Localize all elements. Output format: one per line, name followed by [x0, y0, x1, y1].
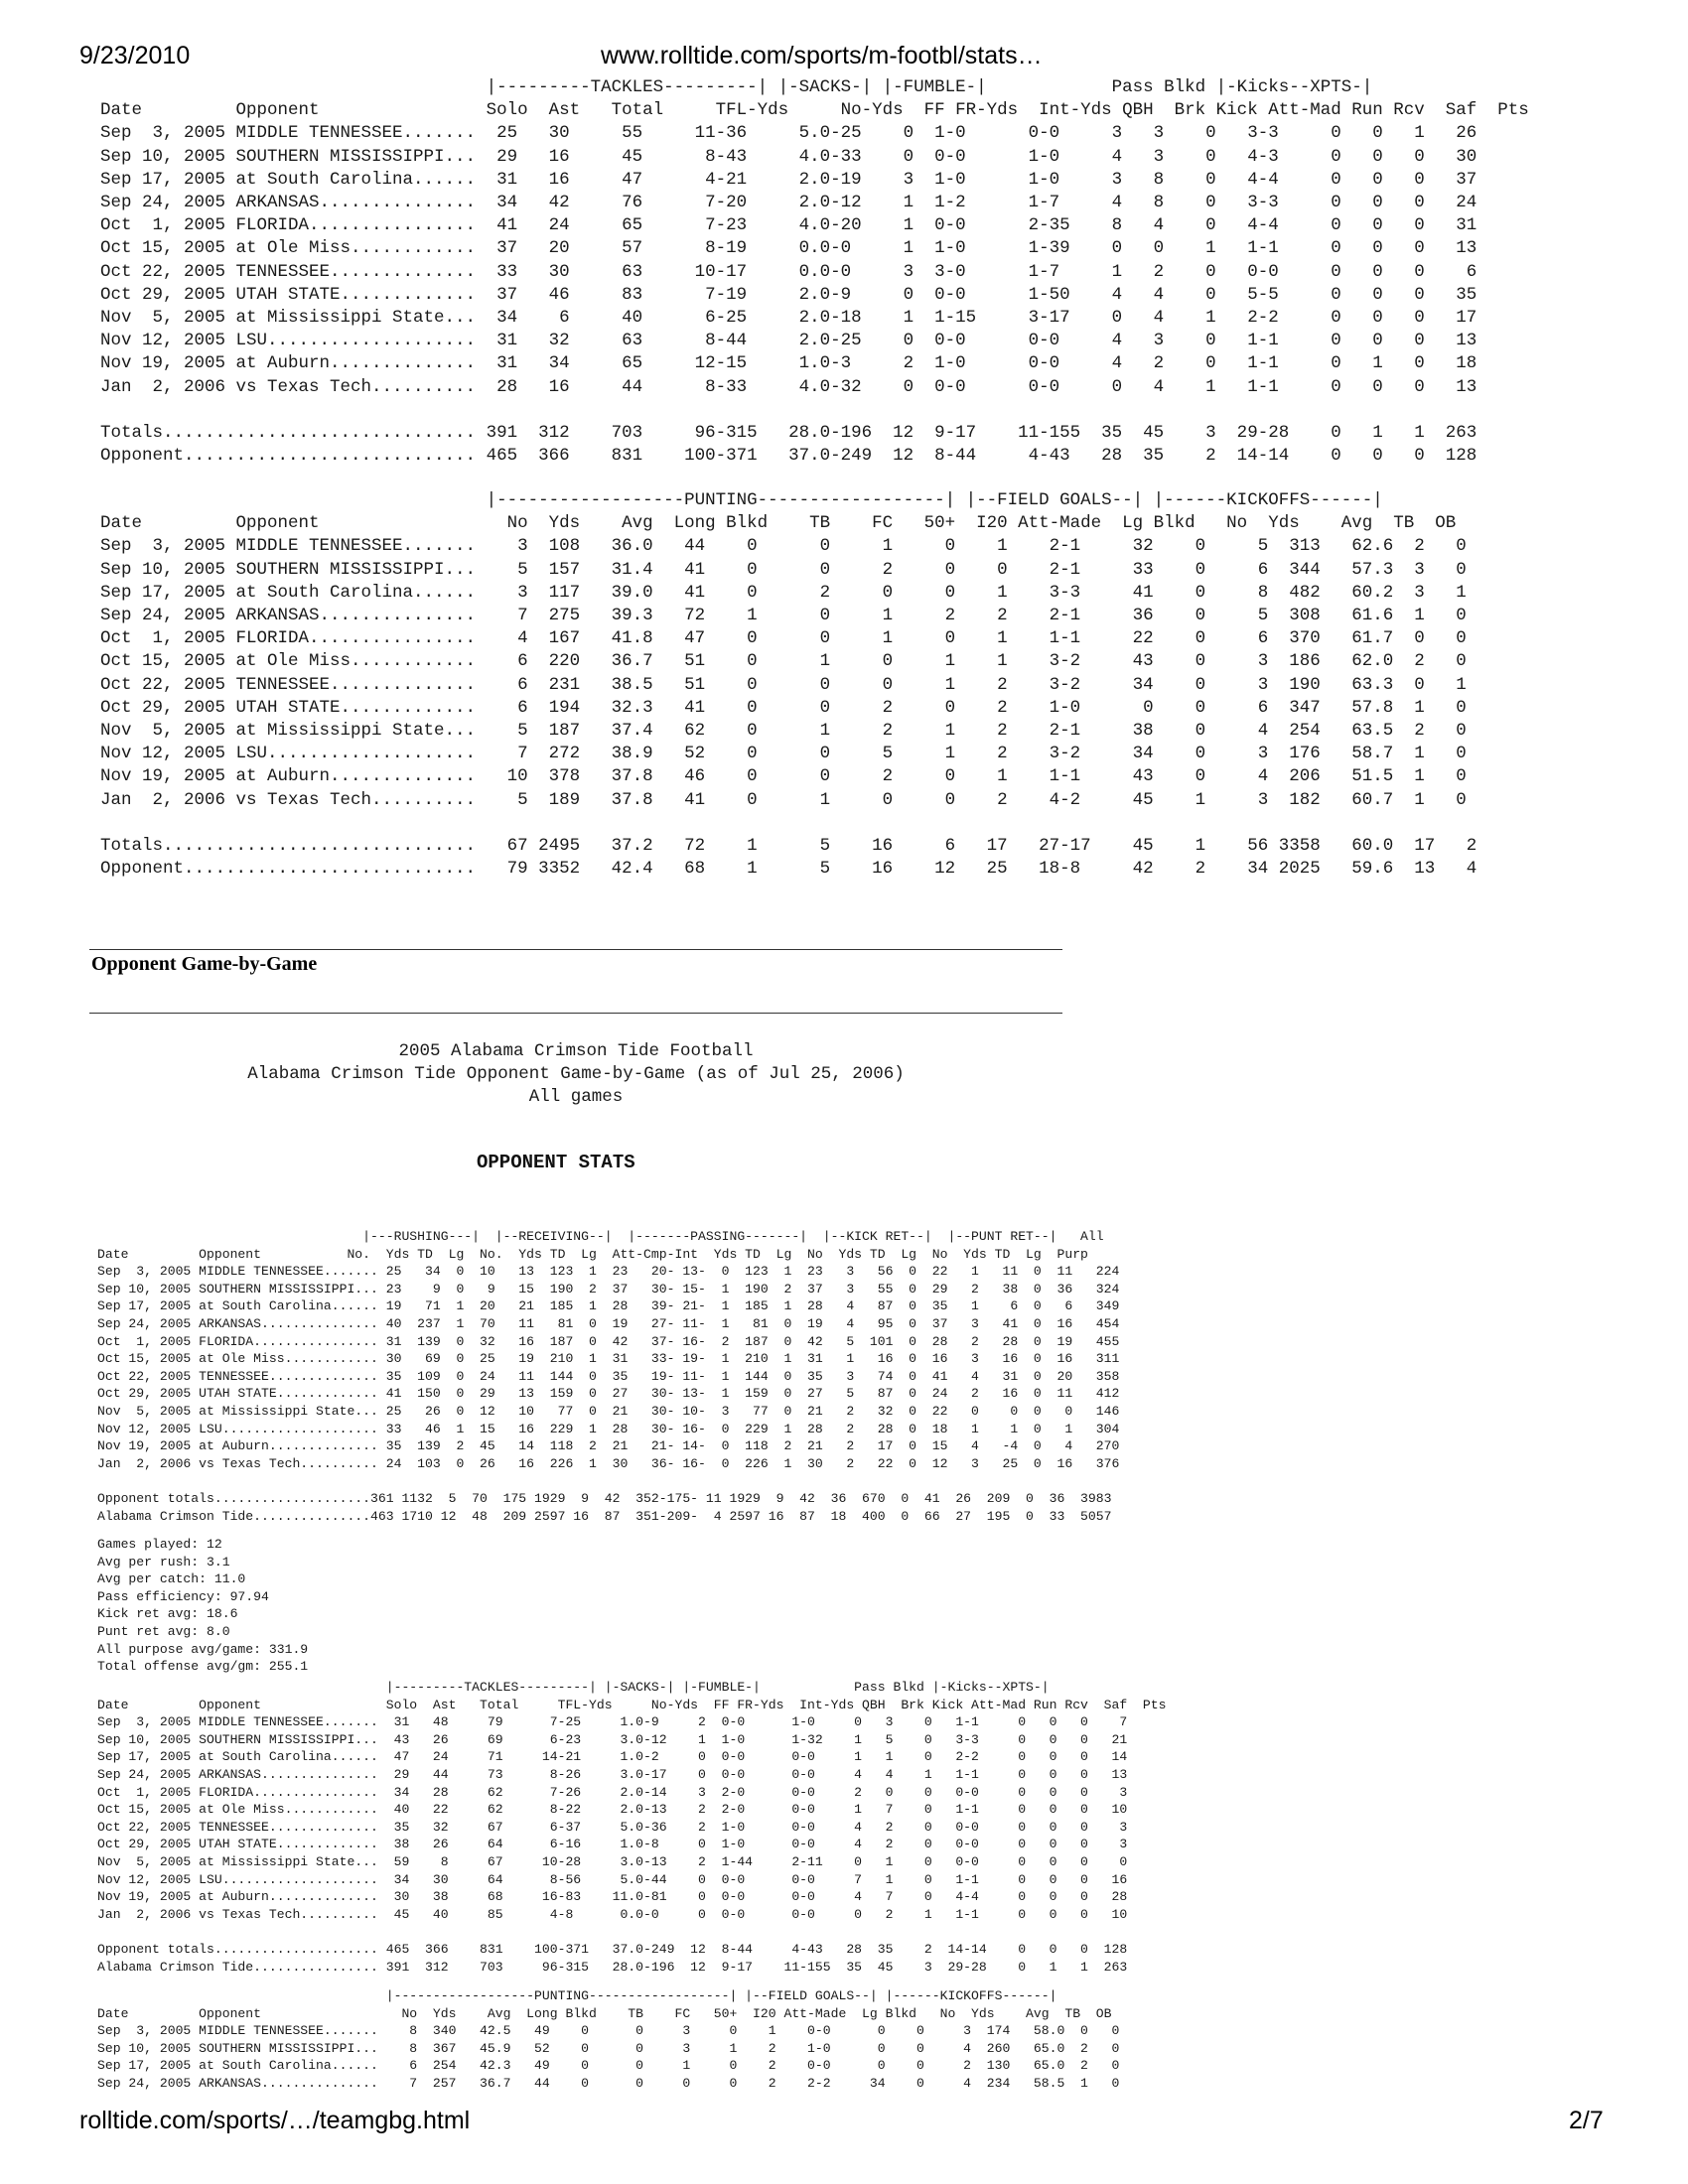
- opponent-stats-title: OPPONENT STATS: [477, 1152, 635, 1173]
- print-url: www.rolltide.com/sports/m-footbl/stats…: [601, 42, 1043, 69]
- defense-stats-table: |---------TACKLES---------| |-SACKS-| |-FUMBLE-| Pass Blkd |-Kicks--XPTS-| Date Opponent Solo Ast Total TFL-Yds No-Yds FF FR-Yds Int-Yds QBH Brk Kick Att-Mad Run Rcv Saf Pts Sep 3, 2005 MIDDLE TENNESSEE....... 25 30 55 11-36 5.0-25 0 1-0 0-0 3 3 0 3-3 0 0 1 26 Sep 10, 2005 SOUTHERN MISSISSIPPI... 29 16 45 8-43 4.0-33 0 0-0 1-0 4 3 0 4-3 0 0 0 30 Sep 17, 2005 at South Carolina...... 31 16 47 4-21 2.0-19 3 1-0 1-0 3 8 0 4-4 0 0 0 37 Sep 24, 2005 ARKANSAS............... 34 42 76 7-20 2.0-12 1 1-2 1-7 4 8 0 3-3 0 0 0 24 Oct 1, 2005 FLORIDA................ 41 24 65 7-23 4.0-20 1 0-0 2-35 8 4 0 4-4 0 0 0 31 Oct 15, 2005 at Ole Miss............ 37 20 57 8-19 0.0-0 1 1-0 1-39 0 0 1 1-1 0 0 0 13 Oct 22, 2005 TENNESSEE.............. 33 30 63 10-17 0.0-0 3 3-0 1-7 1 2 0 0-0 0 0 0 6 Oct 29, 2005 UTAH STATE............. 37 46 83 7-19 2.0-9 0 0-0 1-50 4 4 0 5-5 0 0 0 35 Nov 5, 2005 at Mississippi State... 34 6 40 6-25 2.0-18 1 1-15 3-17 0 4 1 2-2 0 0 0 17 Nov 12, 2005 LSU.................... 31 32 63 8-44 2.0-25 0 0-0 0-0 4 3 0 1-1 0 0 0 13 Nov 19, 2005 at Auburn.............. 31 34 65 12-15 1.0-3 2 1-0 0-0 4 2 0 1-1 0 1 0 18 Jan 2, 2006 vs Texas Tech.......... 28 16 44 8-33 4.0-32 0 0-0 0-0 0 4 1 1-1 0 0 0 13 Totals.............................. 391 312 703 96-315 28.0-196 12 9-17 11-155 35 45 3 29-28 0 1 1 263 Opponent............................ 465 366 831 100-371 37.0-249 12 8-44 4-43 28 35 2 14-14 0 0 0 128: [100, 77, 1529, 467]
- opponent-punting-table: |------------------PUNTING------------------| |--FIELD GOALS--| |------KICKOFFS------| Date Opponent No Yds Avg Long Blkd TB FC 50+ I20 Att-Made Lg Blkd No Yds Avg TB OB Sep 3, 2005 MIDDLE TENNESSEE....... 8 340 42.5 49 0 0 3 0 1 0-0 0 0 3 174 58.0 0 0 Sep 10, 2005 SOUTHERN MISSISSIPPI... 8 367 45.9 52 0 0 3 1 2 1-0 0 0 4 260 65.0 2 0 Sep 17, 2005 at South Carolina...... 6 254 42.3 49 0 0 1 0 2 0-0 0 0 2 130 65.0 2 0 Sep 24, 2005 ARKANSAS............... 7 257 36.7 44 0 0 0 0 2 2-2 34 0 4 234 58.5 1 0: [97, 1988, 1120, 2091]
- page-number: 2/7: [1569, 2107, 1604, 2134]
- print-date: 9/23/2010: [79, 42, 191, 69]
- report-title: 2005 Alabama Crimson Tide Football Alabama Crimson Tide Opponent Game-by-Game (as of Jul 25, 2006) All games: [247, 1041, 905, 1107]
- section-divider-top: [89, 949, 1062, 950]
- opponent-offense-table: |---RUSHING---| |--RECEIVING--| |-------PASSING-------| |--KICK RET--| |--PUNT RET--| All Date Opponent No. Yds TD Lg No. Yds TD Lg Att-Cmp-Int Yds TD Lg No Yds TD Lg No Yds TD Lg Purp Sep 3, 2005 MIDDLE TENNESSEE....... 25 34 0 10 13 123 1 23 20- 13- 0 123 1 23 3 56 0 22 1 11 0 11 224 Sep 10, 2005 SOUTHERN MISSISSIPPI... 23 9 0 9 15 190 2 37 30- 15- 1 190 2 37 3 55 0 29 2 38 0 36 324 Sep 17, 2005 at South Carolina...... 19 71 1 20 21 185 1 28 39- 21- 1 185 1 28 4 87 0 35 1 6 0 6 349 Sep 24, 2005 ARKANSAS............... 40 237 1 70 11 81 0 19 27- 11- 1 81 0 19 4 95 0 37 3 41 0 16 454 Oct 1, 2005 FLORIDA................ 31 139 0 32 16 187 0 42 37- 16- 2 187 0 42 5 101 0 28 2 28 0 19 455 Oct 15, 2005 at Ole Miss............ 30 69 0 25 19 210 1 31 33- 19- 1 210 1 31 1 16 0 16 3 16 0 16 311 Oct 22, 2005 TENNESSEE.............. 35 109 0 24 11 144 0 35 19- 11- 1 144 0 35 3 74 0 41 4 31 0 20 358 Oct 29, 2005 UTAH STATE............. 41 150 0 29 13 159 0 27 30- 13- 1 159 0 27 5 87 0 24 2 16 0 11 412 Nov 5, 2005 at Mississippi State... 25 26 0 12 10 77 0 21 30- 10- 3 77 0 21 2 32 0 22 0 0 0 0 146 Nov 12, 2005 LSU.................... 33 46 1 15 16 229 1 28 30- 16- 0 229 1 28 2 28 0 18 1 1 0 1 304 Nov 19, 2005 at Auburn.............. 35 139 2 45 14 118 2 21 21- 14- 0 118 2 21 2 17 0 15 4 -4 0 4 270 Jan 2, 2006 vs Texas Tech.......... 24 103 0 26 16 226 1 30 36- 16- 0 226 1 30 2 22 0 12 3 25 0 16 376 Opponent totals....................361 1132 5 70 175 1929 9 42 352-175- 11 1929 9 42 36 670 0 41 26 209 0 36 3983 Alabama Crimson Tide...............463 1710 12 48 209 2597 16 87 351-209- 4 2597 16 87 18 400 0 66 27 195 0 33 5057: [97, 1229, 1120, 1524]
- section-title: Opponent Game-by-Game: [91, 953, 318, 975]
- opponent-defense-table: |---------TACKLES---------| |-SACKS-| |-FUMBLE-| Pass Blkd |-Kicks--XPTS-| Date Opponent Solo Ast Total TFL-Yds No-Yds FF FR-Yds Int-Yds QBH Brk Kick Att-Mad Run Rcv Saf Pts Sep 3, 2005 MIDDLE TENNESSEE....... 31 48 79 7-25 1.0-9 2 0-0 1-0 0 3 0 1-1 0 0 0 7 Sep 10, 2005 SOUTHERN MISSISSIPPI... 43 26 69 6-23 3.0-12 1 1-0 1-32 1 5 0 3-3 0 0 0 21 Sep 17, 2005 at South Carolina...... 47 24 71 14-21 1.0-2 0 0-0 0-0 1 1 0 2-2 0 0 0 14 Sep 24, 2005 ARKANSAS............... 29 44 73 8-26 3.0-17 0 0-0 0-0 4 4 1 1-1 0 0 0 13 Oct 1, 2005 FLORIDA................ 34 28 62 7-26 2.0-14 3 2-0 0-0 2 0 0 0-0 0 0 0 3 Oct 15, 2005 at Ole Miss............ 40 22 62 8-22 2.0-13 2 2-0 0-0 1 7 0 1-1 0 0 0 10 Oct 22, 2005 TENNESSEE.............. 35 32 67 6-37 5.0-36 2 1-0 0-0 4 2 0 0-0 0 0 0 3 Oct 29, 2005 UTAH STATE............. 38 26 64 6-16 1.0-8 0 1-0 0-0 4 2 0 0-0 0 0 0 3 Nov 5, 2005 at Mississippi State... 59 8 67 10-28 3.0-13 2 1-44 2-11 0 1 0 0-0 0 0 0 0 Nov 12, 2005 LSU.................... 34 30 64 8-56 5.0-44 0 0-0 0-0 7 1 0 1-1 0 0 0 16 Nov 19, 2005 at Auburn.............. 30 38 68 16-83 11.0-81 0 0-0 0-0 4 7 0 4-4 0 0 0 28 Jan 2, 2006 vs Texas Tech.......... 45 40 85 4-8 0.0-0 0 0-0 0-0 0 2 1 1-1 0 0 0 10 Opponent totals..................... 465 366 831 100-371 37.0-249 12 8-44 4-43 28 35 2 14-14 0 0 0 128 Alabama Crimson Tide................ 391 312 703 96-315 28.0-196 12 9-17 11-155 35 45 3 29-28 0 1 1 263: [97, 1680, 1167, 1975]
- footer-url: rolltide.com/sports/…/teamgbg.html: [79, 2107, 471, 2134]
- section-divider-bottom: [89, 1013, 1062, 1014]
- opponent-summary: Games played: 12 Avg per rush: 3.1 Avg per catch: 11.0 Pass efficiency: 97.94 Kick ret avg: 18.6 Punt ret avg: 8.0 All purpose avg/game: 331.9 Total offense avg/gm: 255.1: [97, 1537, 309, 1675]
- punting-stats-table: |------------------PUNTING------------------| |--FIELD GOALS--| |------KICKOFFS------| Date Opponent No Yds Avg Long Blkd TB FC 50+ I20 Att-Made Lg Blkd No Yds Avg TB OB Sep 3, 2005 MIDDLE TENNESSEE....... 3 108 36.0 44 0 0 1 0 1 2-1 32 0 5 313 62.6 2 0 Sep 10, 2005 SOUTHERN MISSISSIPPI... 5 157 31.4 41 0 0 2 0 0 2-1 33 0 6 344 57.3 3 0 Sep 17, 2005 at South Carolina...... 3 117 39.0 41 0 2 0 0 1 3-3 41 0 8 482 60.2 3 1 Sep 24, 2005 ARKANSAS............... 7 275 39.3 72 1 0 1 2 2 2-1 36 0 5 308 61.6 1 0 Oct 1, 2005 FLORIDA................ 4 167 41.8 47 0 0 1 0 1 1-1 22 0 6 370 61.7 0 0 Oct 15, 2005 at Ole Miss............ 6 220 36.7 51 0 1 0 1 1 3-2 43 0 3 186 62.0 2 0 Oct 22, 2005 TENNESSEE.............. 6 231 38.5 51 0 0 0 1 2 3-2 34 0 3 190 63.3 0 1 Oct 29, 2005 UTAH STATE............. 6 194 32.3 41 0 0 2 0 2 1-0 0 0 6 347 57.8 1 0 Nov 5, 2005 at Mississippi State... 5 187 37.4 62 0 1 2 1 2 2-1 38 0 4 254 63.5 2 0 Nov 12, 2005 LSU.................... 7 272 38.9 52 0 0 5 1 2 3-2 34 0 3 176 58.7 1 0 Nov 19, 2005 at Auburn.............. 10 378 37.8 46 0 0 2 0 1 1-1 43 0 4 206 51.5 1 0 Jan 2, 2006 vs Texas Tech.......... 5 189 37.8 41 0 1 0 0 2 4-2 45 1 3 182 60.7 1 0 Totals.............................. 67 2495 37.2 72 1 5 16 6 17 27-17 45 1 56 3358 60.0 17 2 Opponent............................ 79 3352 42.4 68 1 5 16 12 25 18-8 42 2 34 2025 59.6 13 4: [100, 490, 1477, 880]
